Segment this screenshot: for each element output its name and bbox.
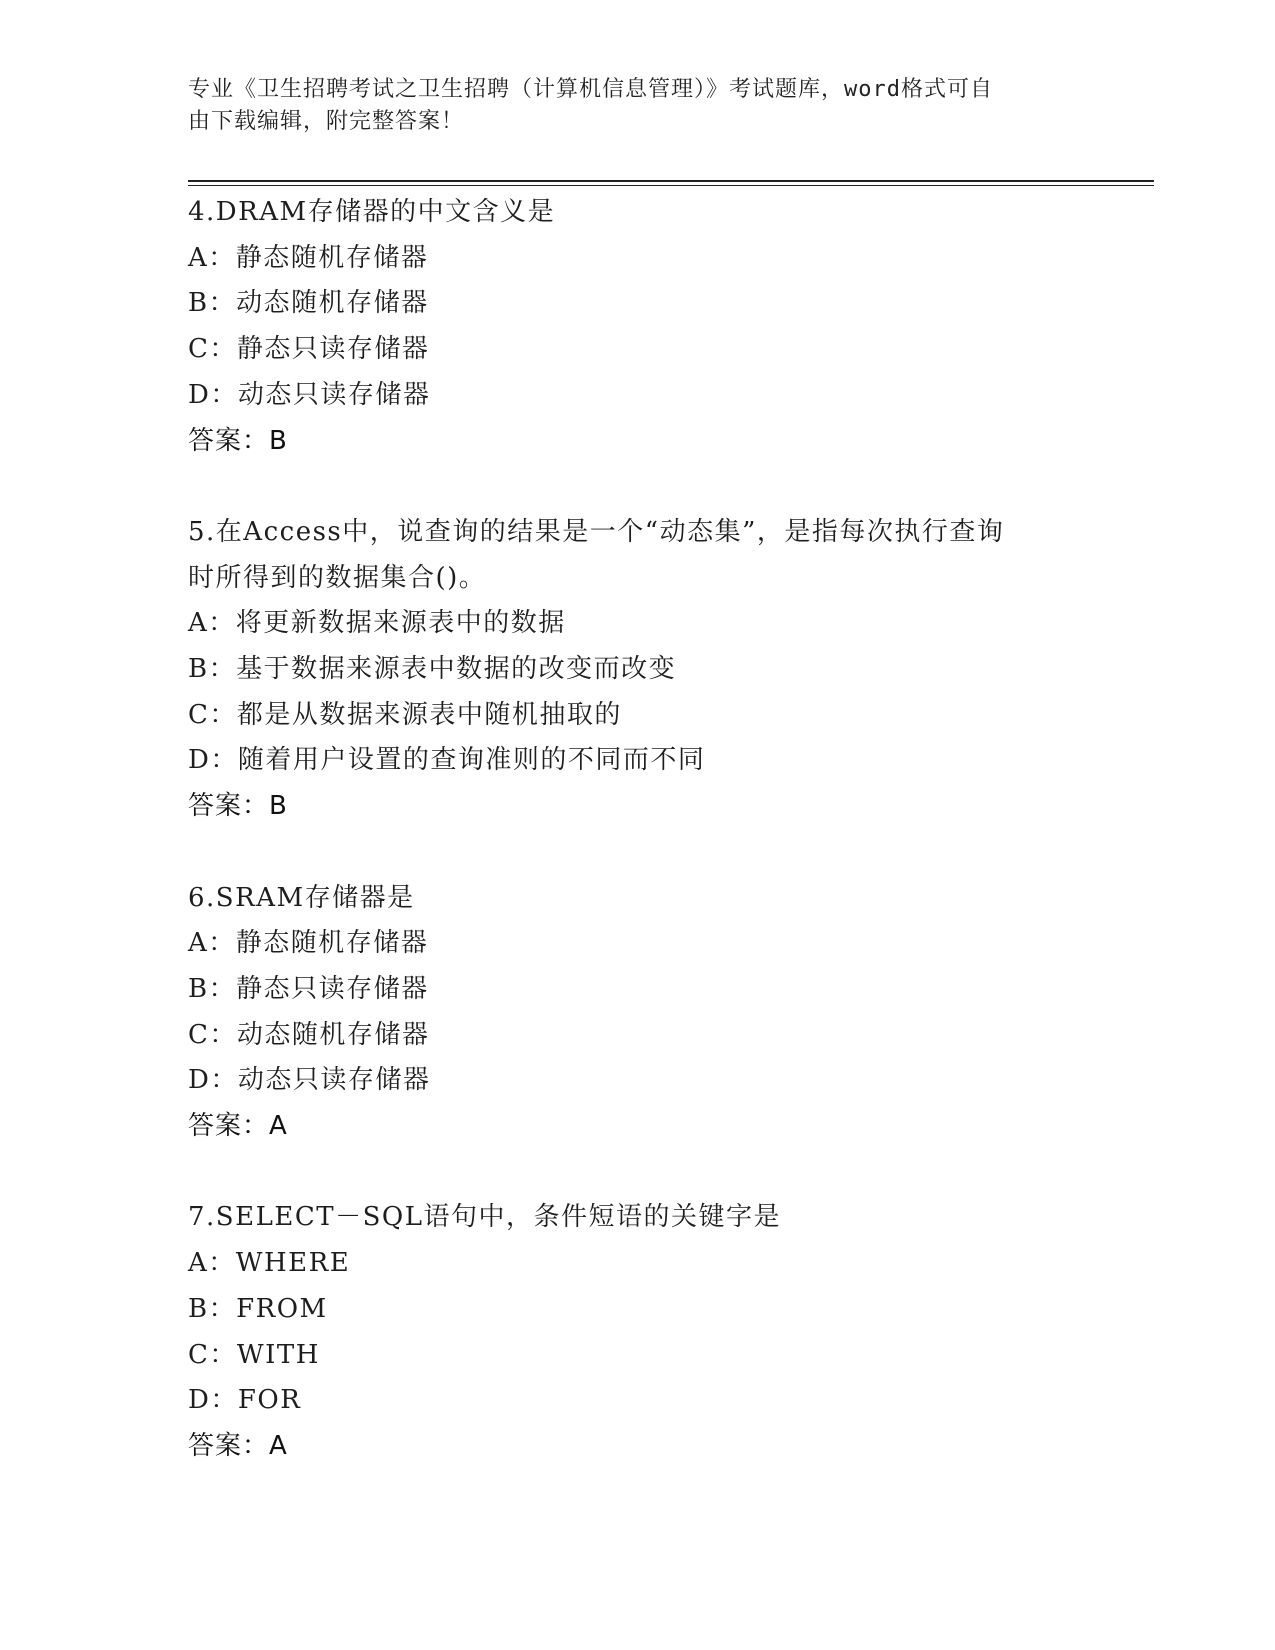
option-c: C：WITH (188, 1339, 320, 1370)
option-d: D：动态只读存储器 (188, 1065, 431, 1096)
option-d: D：随着用户设置的查询准则的不同而不同 (188, 745, 706, 776)
option-a: A：将更新数据来源表中的数据 (188, 608, 566, 639)
option-c: C：静态只读存储器 (188, 334, 430, 365)
spacer (188, 830, 1088, 876)
option-a: A：静态随机存储器 (188, 242, 429, 273)
answer-label: 答案：B (188, 425, 288, 456)
question-7 (188, 1195, 1088, 1469)
option-a: A：静态随机存储器 (188, 928, 429, 959)
question-stem: 7.SELECT－SQL语句中，条件短语的关键字是 (188, 1202, 781, 1233)
header-line-1: 专业《卫生招聘考试之卫生招聘（计算机信息管理）》考试题库，word格式可自 (188, 77, 993, 102)
question-stem: 6.SRAM存储器是 (188, 882, 415, 913)
question-5 (188, 510, 1088, 876)
header-divider-thin (188, 185, 1154, 186)
option-b: B：基于数据来源表中数据的改变而改变 (188, 654, 677, 685)
document-header (188, 74, 1088, 138)
question-list (188, 190, 1088, 1470)
question-stem: 4.DRAM存储器的中文含义是 (188, 197, 556, 227)
option-b: B：静态只读存储器 (188, 973, 429, 1004)
question-stem-continued: 时所得到的数据集合()。 (188, 562, 487, 593)
answer-label: 答案：A (188, 1430, 288, 1461)
spacer (188, 464, 1088, 510)
option-b: B：FROM (188, 1293, 328, 1324)
question-6 (188, 876, 1088, 1196)
option-b: B：动态随机存储器 (188, 288, 429, 319)
spacer (188, 1150, 1088, 1196)
header-line-2: 由下载编辑，附完整答案！ (188, 109, 465, 134)
option-d: D：FOR (188, 1385, 302, 1416)
answer-label: 答案：A (188, 1111, 288, 1142)
question-stem: 5.在Access中，说查询的结果是一个“动态集”，是指每次执行查询 (188, 516, 1005, 547)
answer-label: 答案：B (188, 791, 288, 822)
header-divider-thick (188, 180, 1154, 182)
option-c: C：动态随机存储器 (188, 1019, 430, 1050)
option-c: C：都是从数据来源表中随机抽取的 (188, 699, 622, 730)
option-a: A：WHERE (188, 1248, 351, 1279)
option-d: D：动态只读存储器 (188, 379, 431, 410)
question-4 (188, 190, 1088, 510)
